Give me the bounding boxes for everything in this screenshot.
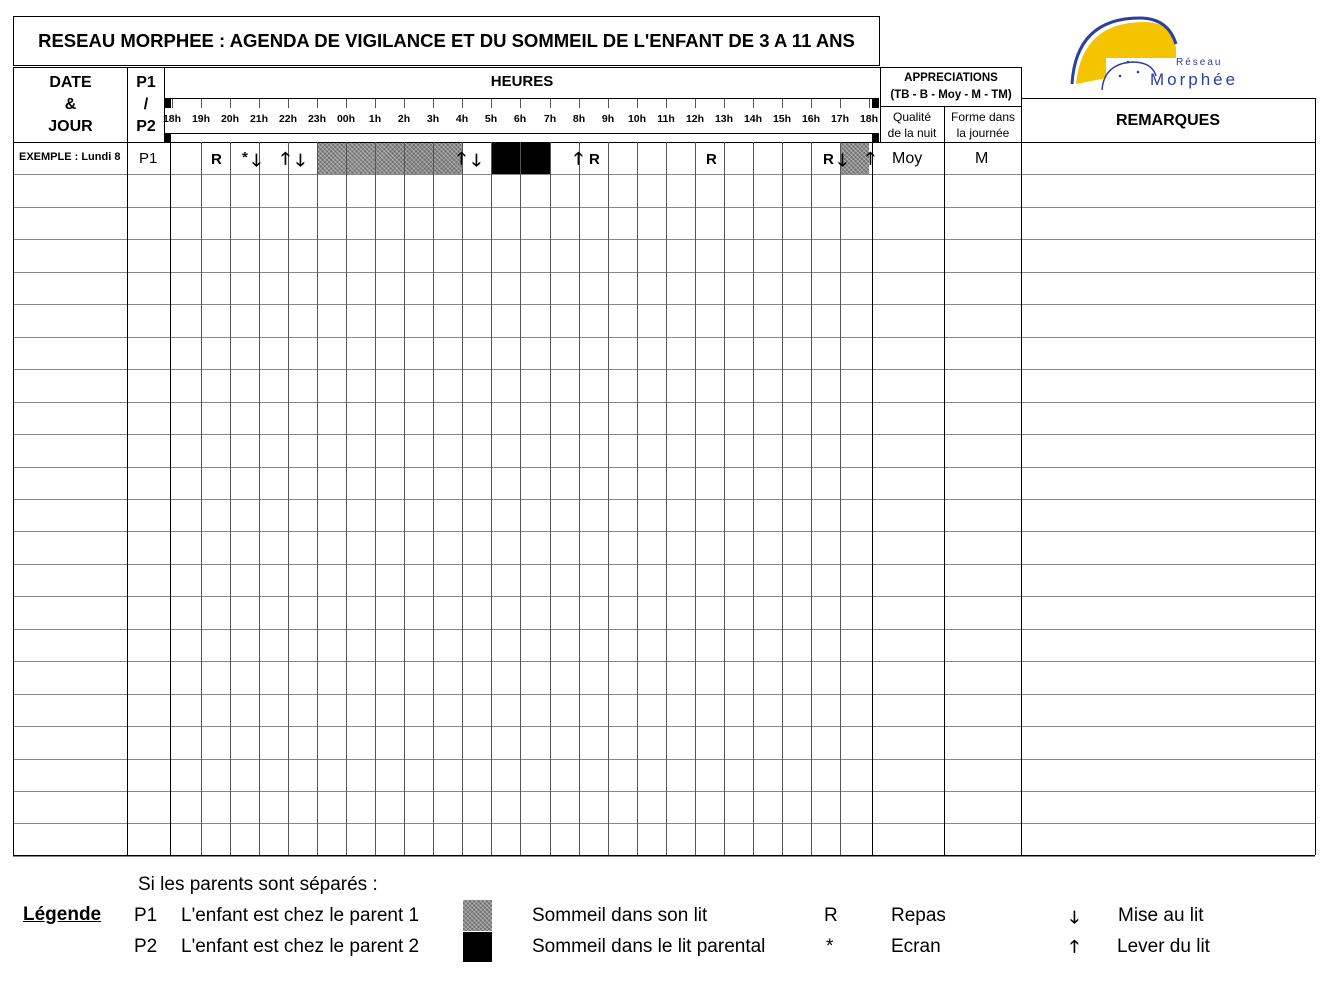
- table-border: [13, 67, 14, 855]
- hour-column-line: [259, 142, 260, 855]
- hour-tick: [375, 99, 376, 108]
- col-border: [170, 142, 171, 855]
- row-line: [13, 369, 1315, 370]
- hour-tick: [201, 99, 202, 108]
- table-border: [1315, 98, 1316, 855]
- timescale-border: [165, 133, 879, 134]
- col-border: [1021, 67, 1022, 855]
- hour-column-line: [375, 142, 376, 855]
- date-header-l3: JOUR: [48, 118, 93, 135]
- forme-l2: la journée: [956, 125, 1010, 140]
- legend-title: Légende: [23, 904, 102, 925]
- hour-column-line: [695, 142, 696, 855]
- timescale-marker: [164, 133, 171, 142]
- hour-label: 11h: [657, 113, 675, 125]
- hour-column-line: [724, 142, 725, 855]
- hour-column-line: [753, 142, 754, 855]
- hour-tick: [840, 99, 841, 108]
- example-parent: P1: [139, 150, 158, 167]
- hour-tick: [608, 99, 609, 108]
- logo-big-text: Morphée: [1150, 70, 1239, 89]
- row-line: [13, 856, 1315, 857]
- legend-own-bed: Sommeil dans son lit: [532, 905, 708, 926]
- hour-label: 21h: [249, 113, 269, 125]
- hour-column-line: [230, 142, 231, 855]
- hour-column-line: [579, 142, 580, 855]
- meal-symbol: R: [823, 151, 834, 168]
- hour-label: 15h: [772, 113, 792, 125]
- down-arrow-icon: 🡓: [838, 151, 847, 170]
- parent-header-l2: /: [143, 96, 149, 113]
- own-bed-block: [317, 143, 462, 174]
- hour-tick: [579, 99, 580, 108]
- hour-label: 8h: [572, 113, 586, 125]
- meal-symbol: R: [589, 151, 600, 168]
- hour-label: 17h: [830, 113, 850, 125]
- hour-tick: [811, 99, 812, 108]
- example-qualite: Moy: [892, 150, 923, 167]
- hour-tick: [259, 99, 260, 108]
- hour-label: 4h: [455, 113, 469, 125]
- row-line: [13, 661, 1315, 662]
- row-line: [13, 759, 1315, 760]
- parent-header-l1: P1: [136, 74, 156, 91]
- row-line: [13, 823, 1315, 824]
- appreciations-l1: APPRECIATIONS: [904, 72, 998, 84]
- hour-column-line: [462, 142, 463, 855]
- hour-label: 7h: [543, 113, 557, 125]
- forme-l1: Forme dans: [950, 109, 1016, 124]
- hour-label: 18h: [859, 113, 879, 125]
- table-border: [13, 855, 1315, 856]
- hour-label: 13h: [714, 113, 734, 125]
- row-line: [13, 596, 1315, 597]
- row-line: [13, 239, 1315, 240]
- timescale-marker: [164, 99, 171, 108]
- legend-up-arrow-icon: 🡑: [1070, 937, 1079, 956]
- hour-label: 00h: [336, 113, 356, 125]
- hour-column-line: [550, 142, 551, 855]
- logo-small-text: Réseau: [1176, 57, 1223, 68]
- legend-r-code: R: [824, 905, 838, 926]
- hour-tick: [782, 99, 783, 108]
- col-border: [880, 67, 881, 142]
- down-arrow-icon: 🡓: [296, 151, 305, 170]
- legend-r-text: Repas: [891, 905, 946, 926]
- legend-solid-swatch: [463, 932, 492, 962]
- hour-tick: [317, 99, 318, 108]
- hour-column-line: [433, 142, 434, 855]
- parent-header-l3: P2: [136, 118, 156, 135]
- remarques-header: REMARQUES: [1115, 112, 1220, 129]
- row-line: [13, 726, 1315, 727]
- hour-tick: [404, 99, 405, 108]
- hour-column-line: [608, 142, 609, 855]
- hour-label: 23h: [307, 113, 327, 125]
- hour-tick: [346, 99, 347, 108]
- hour-label: 22h: [278, 113, 298, 125]
- hour-label: 1h: [368, 113, 382, 125]
- row-line: [13, 629, 1315, 630]
- hour-label: 2h: [397, 113, 411, 125]
- row-line: [13, 272, 1315, 273]
- legend-parent-bed: Sommeil dans le lit parental: [532, 936, 766, 957]
- screen-symbol: *: [242, 149, 248, 166]
- row-line: [13, 694, 1315, 695]
- legend-down-arrow-icon: 🡓: [1070, 908, 1079, 927]
- timescale-marker: [872, 99, 879, 108]
- legend-intro: Si les parents sont séparés :: [138, 874, 378, 895]
- hour-tick: [695, 99, 696, 108]
- row-line: [13, 531, 1315, 532]
- hour-tick: [869, 99, 870, 108]
- hour-label: 14h: [743, 113, 763, 125]
- up-arrow-icon: 🡑: [457, 149, 466, 168]
- hour-column-line: [346, 142, 347, 855]
- row-line: [13, 304, 1315, 305]
- legend-up-text: Lever du lit: [1117, 936, 1210, 957]
- down-arrow-icon: 🡓: [252, 151, 261, 170]
- header-border: [880, 67, 1021, 68]
- hour-label: 6h: [513, 113, 527, 125]
- down-arrow-icon: 🡓: [472, 151, 481, 170]
- col-border: [872, 142, 873, 855]
- qualite-l2: de la nuit: [887, 125, 937, 140]
- appreciations-l2: (TB - B - Moy - M - TM): [890, 89, 1012, 101]
- row-line: [13, 207, 1315, 208]
- hour-label: 9h: [601, 113, 615, 125]
- hour-label: 12h: [685, 113, 705, 125]
- legend-p1-code: P1: [134, 905, 158, 926]
- hours-header: HEURES: [490, 72, 554, 90]
- hour-column-line: [840, 142, 841, 855]
- row-line: [13, 402, 1315, 403]
- hour-tick: [462, 99, 463, 108]
- hour-column-line: [666, 142, 667, 855]
- hour-label: 18h: [162, 113, 182, 125]
- hour-tick: [520, 99, 521, 108]
- legend-hatch-swatch: [463, 900, 492, 931]
- hour-column-line: [201, 142, 202, 855]
- meal-symbol: R: [211, 151, 222, 168]
- row-line: [13, 174, 1315, 175]
- date-header-l1: DATE: [49, 74, 92, 91]
- up-arrow-icon: 🡑: [574, 149, 583, 168]
- hour-tick: [637, 99, 638, 108]
- header-border: [880, 106, 1021, 107]
- legend-down-text: Mise au lit: [1118, 905, 1204, 926]
- hour-column-line: [317, 142, 318, 855]
- hour-column-line: [491, 142, 492, 855]
- legend-p2-text: L'enfant est chez le parent 2: [181, 936, 420, 957]
- timescale-marker: [872, 133, 879, 142]
- hour-tick: [288, 99, 289, 108]
- hour-label: 20h: [220, 113, 240, 125]
- row-line: [13, 499, 1315, 500]
- hour-tick: [433, 99, 434, 108]
- col-border: [944, 106, 945, 855]
- row-line: [13, 467, 1315, 468]
- header-border: [13, 142, 1315, 143]
- up-arrow-icon: 🡑: [866, 149, 875, 168]
- timescale-border: [165, 98, 879, 99]
- legend-p1-text: L'enfant est chez le parent 1: [181, 905, 420, 926]
- row-line: [13, 337, 1315, 338]
- hour-label: 16h: [801, 113, 821, 125]
- hour-tick: [172, 99, 173, 108]
- up-arrow-icon: 🡑: [281, 149, 290, 168]
- hour-label: 19h: [191, 113, 211, 125]
- hour-tick: [666, 99, 667, 108]
- hour-column-line: [782, 142, 783, 855]
- hour-tick: [550, 99, 551, 108]
- legend-p2-code: P2: [134, 936, 158, 957]
- hour-column-line: [404, 142, 405, 855]
- header-border: [1021, 98, 1315, 99]
- hour-label: 10h: [627, 113, 647, 125]
- legend-star-text: Ecran: [891, 936, 941, 957]
- col-border: [127, 67, 128, 855]
- hour-tick: [753, 99, 754, 108]
- example-forme: M: [975, 150, 989, 167]
- legend-star-code: *: [826, 936, 834, 957]
- row-line: [13, 434, 1315, 435]
- hour-column-line: [811, 142, 812, 855]
- hour-column-line: [637, 142, 638, 855]
- example-label: EXEMPLE : Lundi 8: [19, 151, 121, 163]
- header-border: [13, 67, 880, 68]
- date-header-l2: &: [64, 96, 77, 113]
- hour-tick: [230, 99, 231, 108]
- hour-label: 5h: [484, 113, 498, 125]
- hour-tick: [724, 99, 725, 108]
- hour-tick: [491, 99, 492, 108]
- title-text: RESEAU MORPHEE : AGENDA DE VIGILANCE ET DU SOMMEIL DE L'ENFANT DE 3 A 11 ANS: [38, 30, 855, 51]
- row-line: [13, 791, 1315, 792]
- hour-column-line: [288, 142, 289, 855]
- hour-label: 3h: [426, 113, 440, 125]
- meal-symbol: R: [706, 151, 717, 168]
- hour-column-line: [520, 142, 521, 855]
- qualite-l1: Qualité: [892, 109, 932, 124]
- row-line: [13, 564, 1315, 565]
